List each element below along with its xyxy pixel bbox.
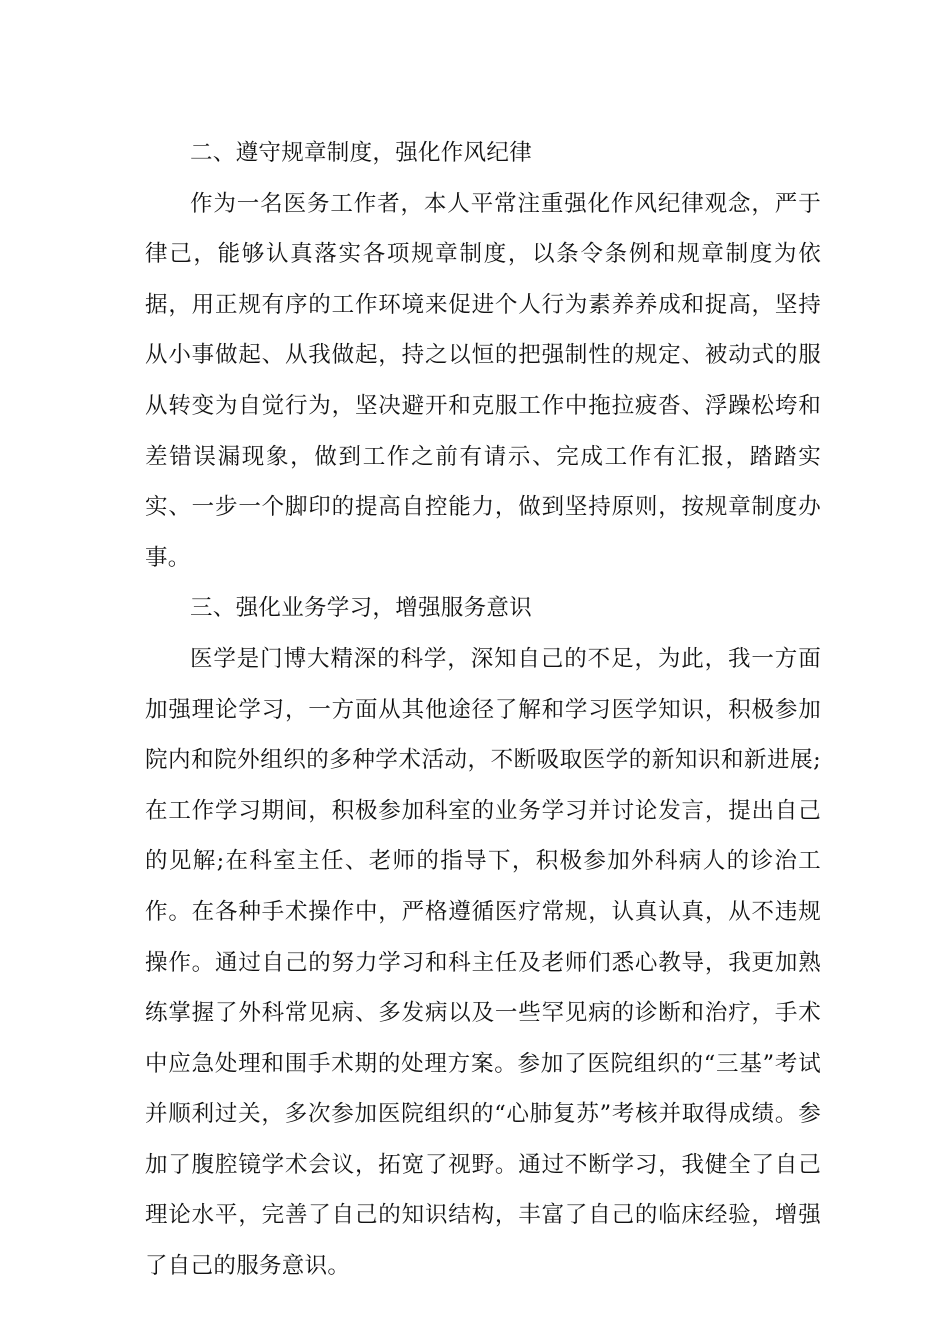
section-heading-2: 二、遵守规章制度，强化作风纪律 [190,140,533,166]
document-body [145,128,821,1292]
paragraph-discipline: 作为一名医务工作者，本人平常注重强化作风纪律观念，严于律己，能够认真落实各项规章制度，以条令条例和规章制度为依据，用正规有序的工作环境来促进个人行为素养养成和捉高，坚持从小事做起、从我做起，持之以恒的把强制性的规定、被动式的服从转变为自觉行为，坚决避开和克服工作中拖拉疲沓、浮躁松垮和差错误漏现象，做到工作之前有请示、完成工作有汇报，踏踏实实、一步一个脚印的提高自控能力，做到坚持原则，按规章制度办事。 [145,190,821,571]
paragraph-learning: 医学是门博大精深的科学，深知自己的不足，为此，我一方面加强理论学习，一方面从其他途径了解和学习医学知识，积极参加院内和院外组织的多种学术活动，不断吸取医学的新知识和新进展;在工作学习期间，积极参加科室的业务学习并讨论发言，提出自己的见解;在科室主任、老师的指导下，积极参加外科病人的诊治工作。在各种手术操作中，严格遵循医疗常规，认真认真，从不违规操作。通过自己的努力学习和科主任及老师们悉心教导，我更加熟练掌握了外科常见病、多发病以及一些罕见病的诊断和治疗，手术中应急处理和围手术期的处理方案。参加了医院组织的“三基”考试并顺利过关，多次参加医院组织的“心肺复苏”考核并取得成绩。参加了腹腔镜学术会议，拓宽了视野。通过不断学习，我健全了自己理论水平，完善了自己的知识结构，丰富了自己的临床经验，增强了自己的服务意识。 [145,645,821,1280]
section-heading-3: 三、强化业务学习，增强服务意识 [190,595,533,622]
